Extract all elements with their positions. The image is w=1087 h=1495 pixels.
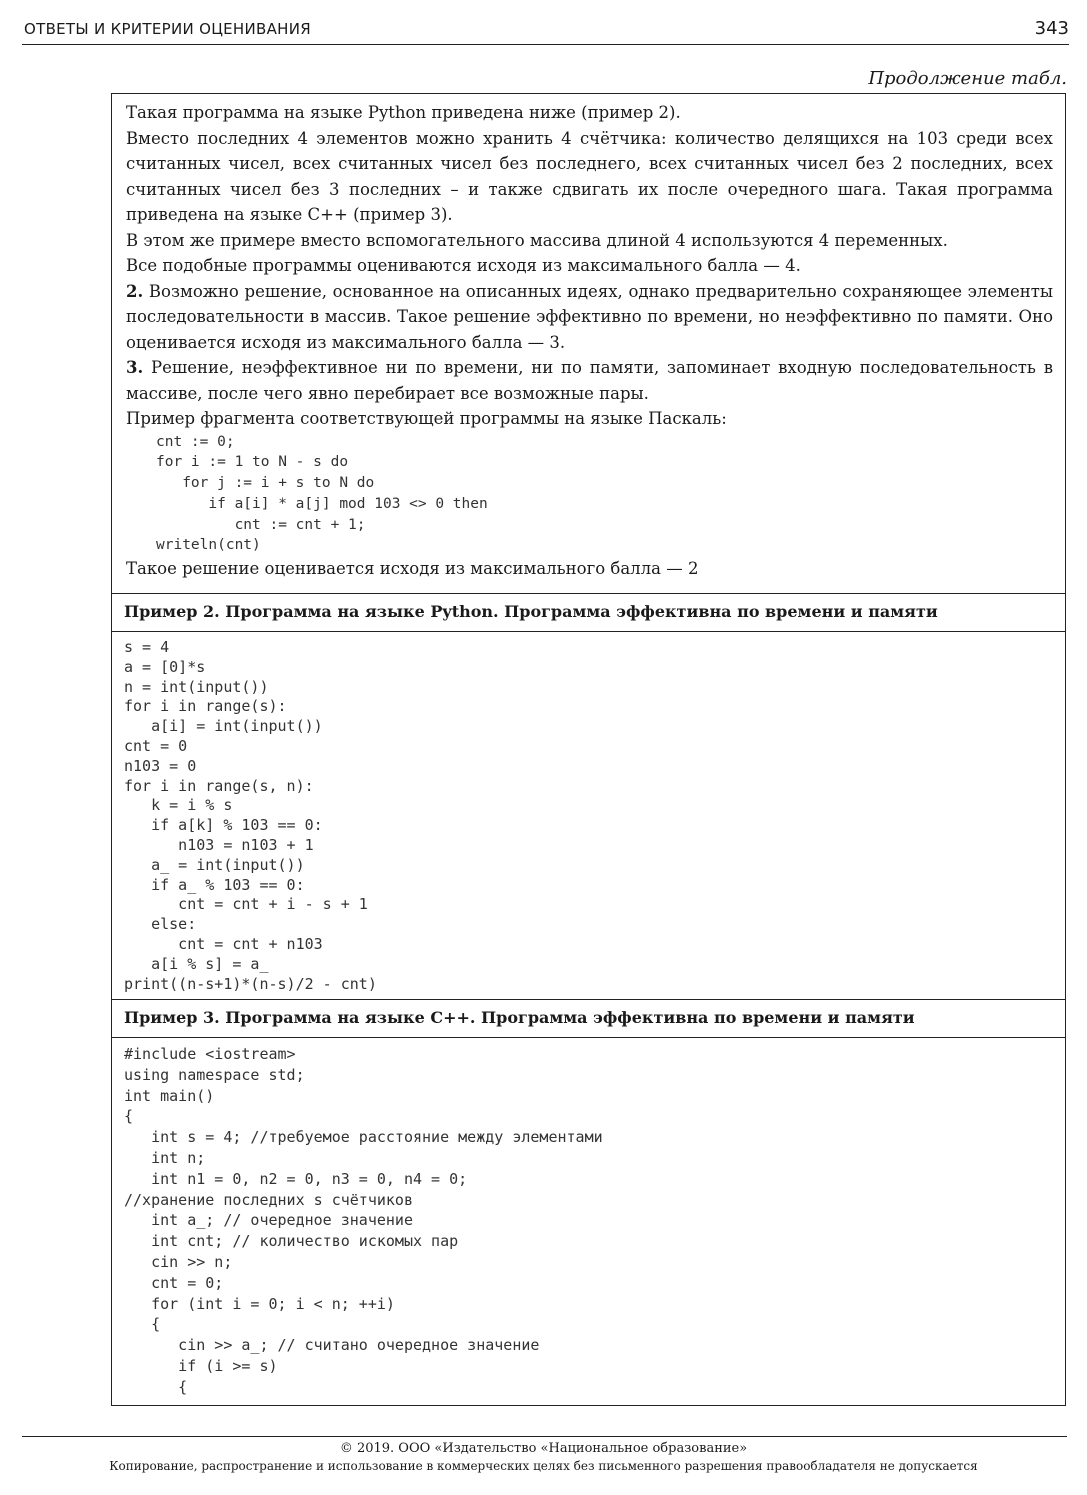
footer-copyright: © 2019. ООО «Издательство «Национальное образование» xyxy=(339,1441,748,1456)
paragraph-text: Возможно решение, основанное на описанных идеях, однако предварительно сохраняющее элементы последовательности в массив. Такое решение эффективно по времени, но неэффективно по памяти. Оно оценивается исходя из максимального балла — 3. xyxy=(126,281,1053,352)
paragraph: Такая программа на языке Python приведена ниже (пример 2). xyxy=(126,103,681,122)
python-code: s = 4 a = [0]*s n = int(input()) for i in range(s): a[i] = int(input()) cnt = 0 n103 = 0 for i in range(s, n): k = i % s if a[k] % 103 == 0: n103 = n103 + 1 a_ = int(input()) if a_ % 103 == 0: cnt = cnt + i - s + 1 else: cnt = cnt + n103 a[i % s] = a_ print((n-s+1)*(n-s)/2 - cnt) xyxy=(124,638,377,993)
cpp-code: #include <iostream> using namespace std; int main() { int s = 4; //требуемое расстояние между элементами int n; int n1 = 0, n2 = 0, n3 = 0, n4 = 0; //хранение последних s счётчиков int a_; // очередное значение int cnt; // количество искомых пар cin >> n; cnt = 0; for (int i = 0; i < n; ++i) { cin >> a_; // считано очередное значение if (i >= s) { xyxy=(124,1045,603,1396)
example3-code-cell xyxy=(112,1038,1065,1405)
running-head xyxy=(22,14,1069,45)
section-title: ОТВЕТЫ И КРИТЕРИИ ОЦЕНИВАНИЯ xyxy=(24,20,312,38)
page-number: 343 xyxy=(1034,18,1069,39)
paragraph: Все подобные программы оцениваются исходя из максимального балла — 4. xyxy=(126,256,801,275)
description-text xyxy=(126,100,1053,582)
answer-table xyxy=(111,93,1066,1406)
example2-header xyxy=(112,594,1065,632)
paragraph: Вместо последних 4 элементов можно хранить 4 счётчика: количество делящихся на 103 среди всех считанных чисел, всех считанных чисел без последнего, всех считанных чисел без 2 последних, всех считанных чисел без 3 последних – и также сдвигать их после очередного шага. Такая программа приведена на языке C++ (пример 3). xyxy=(126,128,1053,224)
description-cell xyxy=(112,94,1065,594)
example2-title: Пример 2. Программа на языке Python. Программа эффективна по времени и памяти xyxy=(124,602,938,621)
item-number: 2. xyxy=(126,281,144,301)
paragraph: Такое решение оценивается исходя из максимального балла — 2 xyxy=(126,559,699,579)
paragraph xyxy=(126,355,1053,406)
paragraph xyxy=(126,279,1053,356)
footer-divider xyxy=(22,1436,1067,1437)
item-number: 3. xyxy=(126,358,144,377)
paragraph-text: Решение, неэффективное ни по времени, ни по памяти, запоминает входную последовательность в массиве, после чего явно перебирает все возможные пары. xyxy=(126,358,1053,403)
paragraph: В этом же примере вместо вспомогательного массива длиной 4 используются 4 переменных. xyxy=(126,230,948,250)
table-continuation-label: Продолжение табл. xyxy=(868,68,1067,89)
paragraph: Пример фрагмента соответствующей программы на языке Паскаль: xyxy=(126,409,727,428)
example2-code-cell xyxy=(112,632,1065,1000)
example3-header xyxy=(112,1000,1065,1038)
footer-notice: Копирование, распространение и использование в коммерческих целях без письменного разрешения правообладателя не допускается xyxy=(109,1459,978,1473)
example3-title: Пример 3. Программа на языке C++. Программа эффективна по времени и памяти xyxy=(124,1008,915,1027)
pascal-code: cnt := 0; for i := 1 to N - s do for j := i + s to N do if a[i] * a[j] mod 103 <> 0 then cnt := cnt + 1; writeln(cnt) xyxy=(156,433,488,554)
